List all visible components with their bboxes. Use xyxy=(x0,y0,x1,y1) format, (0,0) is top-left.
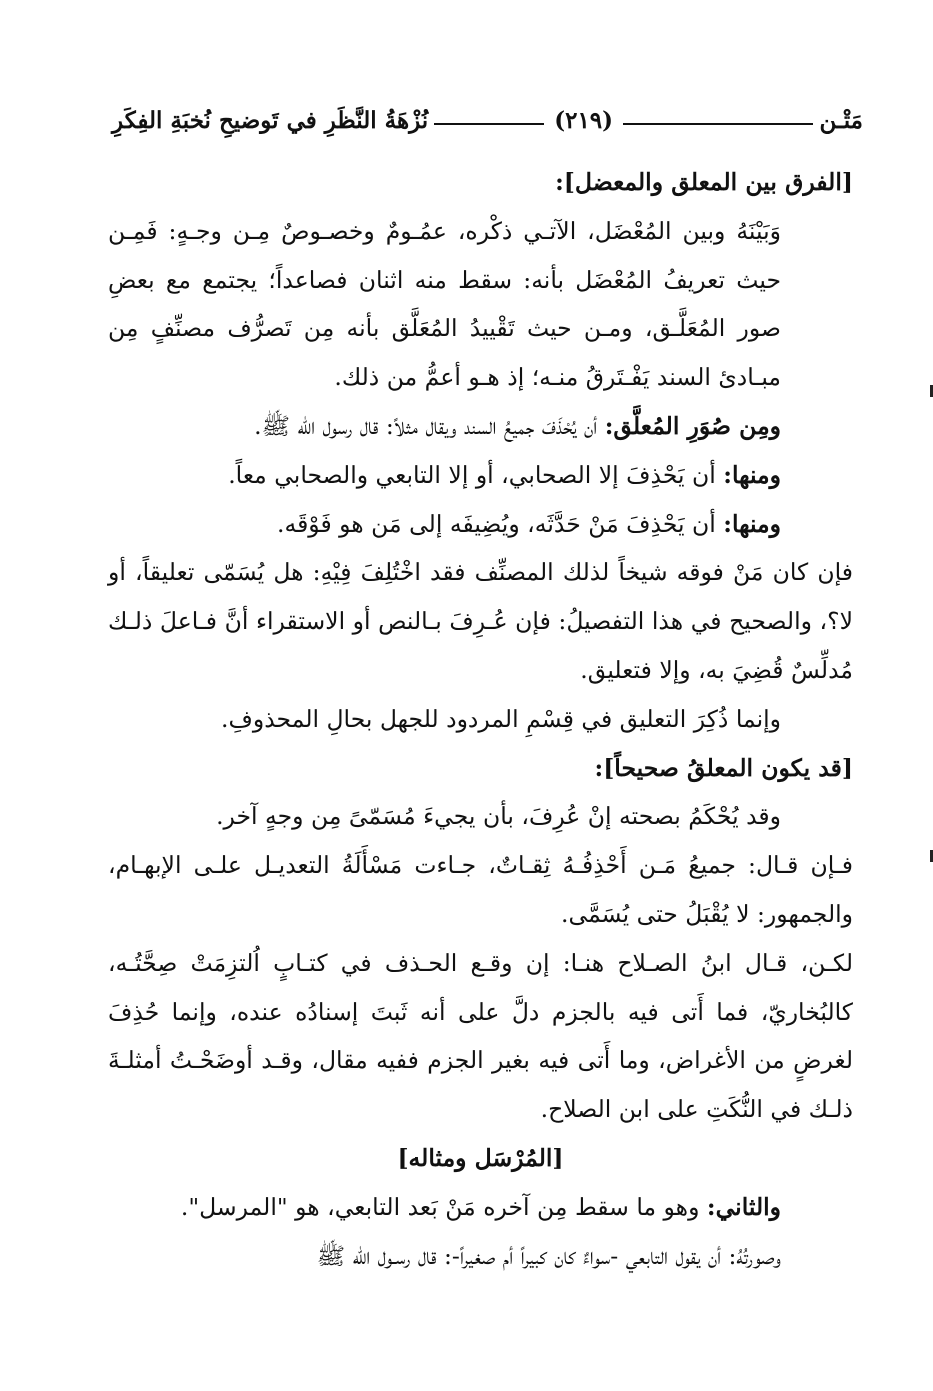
paragraph xyxy=(108,500,853,549)
paragraph xyxy=(108,841,853,939)
header-rule xyxy=(434,123,544,125)
paragraph xyxy=(108,792,853,841)
paragraph-lead: والثاني: xyxy=(706,1192,781,1221)
paragraph xyxy=(108,695,853,744)
header-label: مَتْـن xyxy=(819,106,863,134)
page-number: (٢١٩) xyxy=(554,106,614,134)
header-rule xyxy=(623,123,813,125)
page-body xyxy=(108,158,853,1280)
paragraph-lead: ومنها: xyxy=(723,460,781,489)
paragraph xyxy=(108,207,853,402)
section-heading: [المُرْسَل ومثاله] xyxy=(397,1143,564,1172)
running-header xyxy=(112,100,863,140)
paragraph xyxy=(108,1232,853,1281)
paragraph-text: وهو ما سقط مِن آخره مَنْ بَعد التابعي، هو "المرسل". xyxy=(180,1192,707,1221)
paragraph xyxy=(108,1183,853,1232)
paragraph xyxy=(108,548,853,694)
paragraph-text: وصورتُهُ: أن يقول التابعي -سواءٌ كان كبيراً أم صغيراً-: قال رسـول الله ﷺ xyxy=(316,1241,781,1270)
paragraph-text: أن يَحْذِفَ مَنْ حَدَّثَه، ويُضِيفَه إلى مَن هو فَوْقَه. xyxy=(277,509,724,538)
paragraph-text: أن يُحْذَفَ جميعُ السند ويقال مثلاً: قال رسول الله ﷺ. xyxy=(254,411,605,440)
paragraph-text: وقد يُحْكَمُ بصحته إنْ عُرِفَ، بأن يجيءَ مُسَمّىً مِن وجهٍ آخر. xyxy=(216,802,781,831)
paragraph-lead: ومنها: xyxy=(723,509,781,538)
section-heading: [قد يكون المعلقُ صحيحاً]: xyxy=(594,753,853,782)
paragraph xyxy=(108,451,853,500)
section-heading: [الفرق بين المعلق والمعضل]: xyxy=(555,168,853,196)
book-title: نُزْهَةُ النَّظَرِ في تَوضيحِ نُخبَةِ الفِكَرِ xyxy=(112,106,429,134)
paragraph-text: وإنما ذُكِرَ التعليق في قِسْمِ المردود للجهل بحالِ المحذوفِ. xyxy=(221,704,781,733)
paragraph-text: فـإن قـال: جميعُ مَـن أَحْذِفُـهُ ثِقـاتٌ، جـاءت مَسْأَلَةُ التعديـل علـى الإبهـام، والجمهور: لا يُقْبَلُ حتى يُسَمَّى. xyxy=(108,851,853,928)
paragraph xyxy=(108,402,853,451)
paragraph-text: أن يَحْذِفَ إلا الصحابي، أو إلا التابعي والصحابي معاً. xyxy=(228,460,724,489)
paragraph-text: لكـن، قـال ابنُ الصـلاح هنـا: إن وقـع الحـذف في كتـابٍ اُلتزِمَتْ صِحَّتُـه، كالبُخاريّ، فما أَتى فيه بالجزم دلَّ على أنه ثَبتَ إسنادُه عنده، وإنما حُذِفَ لغرضٍ من الأغراض، وما أَتى فيه بغير الجزم ففيه مقال، وقـد أوضَحْـتُ أمثلـةَ ذلـك في النُّكَتِ على ابن الصلاح. xyxy=(108,948,853,1124)
paragraph-text: فإن كان مَنْ فوقه شيخاً لذلك المصنِّف فقد اخْتُلِفَ فِيْهِ: هل يُسَمّى تعليقاً، أو لا؟، والصحيح في هذا التفصيلُ: فإن عُـرِفَ بـالنص أو الاستقراء أنَّ فـاعلَ ذلـك مُدلِّسٌ قُضِيَ به، وإلا فتعليق. xyxy=(108,558,853,684)
paragraph-text: وَبَيْنَهُ وبين المُعْضَل، الآتـي ذكْره، عمُـومٌ وخصـوصٌ مِـن وجـهٍ: فَمِـن حيث تعريفُ المُعْضَل بأنه: سقط منه اثنان فصاعداً؛ يجتمع مع بعضِ صور المُعَلَّـق، ومـن حيث تَقْييدُ المُعَلَّق بأنه مِن تَصرُّف مصنِّفٍ مِن مبـادئ السند يَفْـتَرقُ منـه؛ إذ هـو أعمُّ من ذلك. xyxy=(108,216,781,392)
paragraph xyxy=(108,939,853,1134)
paragraph-lead: ومِن صُوَرِ المُعلَّق: xyxy=(604,411,781,440)
